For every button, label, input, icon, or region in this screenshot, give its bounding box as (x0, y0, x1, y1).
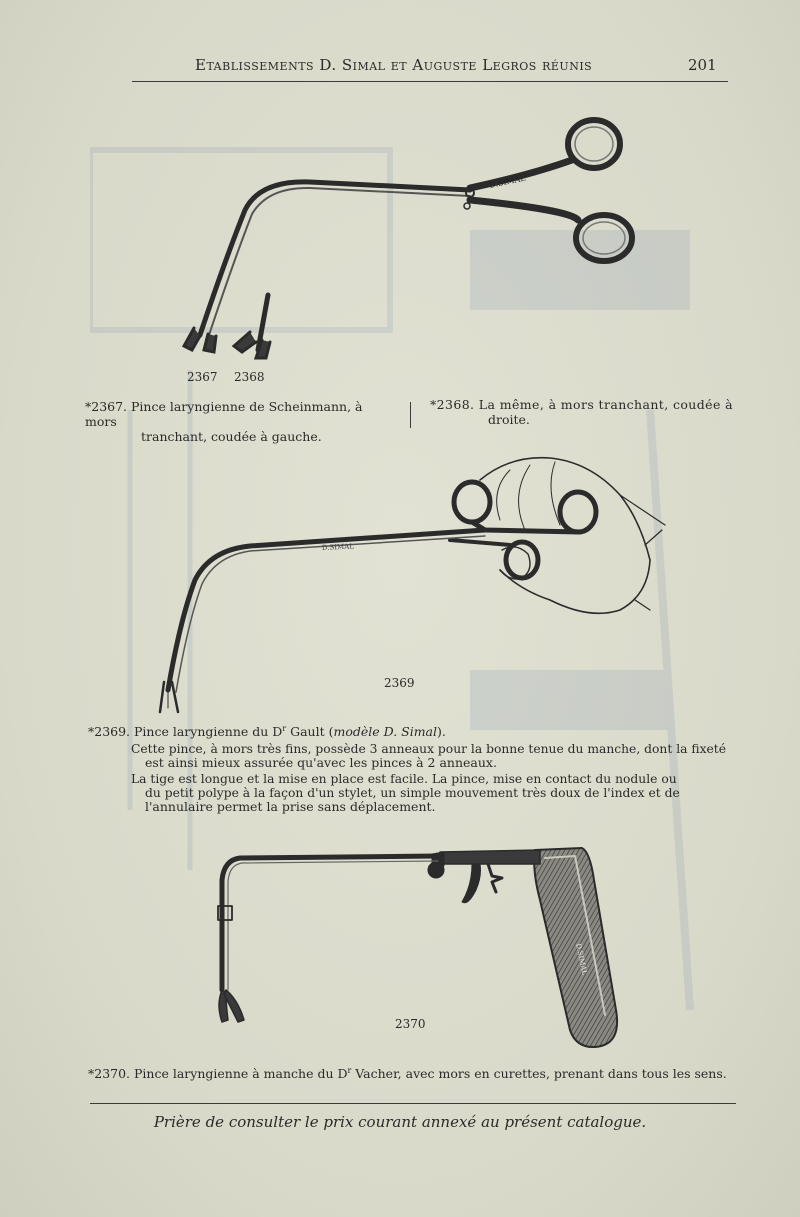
caption-2368-line2: droite. (488, 412, 530, 427)
caption-2367 (85, 399, 395, 444)
forceps-2367-2368-illustration (170, 110, 650, 370)
forceps-2369-in-hand-illustration (150, 450, 680, 720)
maker-stamp: D.SIMAL (321, 542, 355, 552)
caption-2369-title-c: ). (437, 724, 446, 740)
caption-2367-line1: *2367. Pince laryngienne de Scheinmann, à mors (85, 399, 363, 429)
caption-2370-sup: r (347, 1066, 352, 1075)
figure-label-2367: 2367 (187, 370, 218, 384)
caption-2369-p1-line1: Cette pince, à mors très fins, possède 3 anneaux pour la bonne tenue du manche, dont la fixeté (131, 742, 726, 756)
footer-note: Prière de consulter le prix courant annexé au présent catalogue. (153, 1113, 647, 1131)
caption-2369-title-a: *2369. Pince laryngienne du D (88, 724, 283, 740)
caption-divider (410, 402, 411, 428)
caption-2369-model: modèle D. Simal (333, 724, 438, 740)
caption-2369-p1-line2: est ainsi mieux assurée qu'avec les pinces à 2 anneaux. (145, 755, 497, 770)
caption-2369-p2-line2: du petit polype à la façon d'un stylet, un simple mouvement très doux de l'index et de (145, 786, 680, 800)
caption-2369-title-sup: r (282, 724, 287, 733)
caption-2369-paragraph-1 (131, 742, 741, 770)
caption-2370 (88, 1063, 727, 1081)
caption-2369-p2-line1: La tige est longue et la mise en place est facile. La pince, mise en contact du nodule ou (131, 772, 677, 786)
caption-2369-paragraph-2 (131, 772, 741, 814)
caption-2369-title (88, 721, 446, 739)
running-header: Etablissements D. Simal et Auguste Legros réunis (195, 56, 593, 74)
figure-label-2368: 2368 (234, 370, 265, 384)
caption-2369-title-b: Gault ( (286, 724, 334, 740)
maker-stamp: D.SIMAL (488, 173, 527, 190)
caption-2367-line2: tranchant, coudée à gauche. (141, 429, 322, 444)
header-rule (132, 81, 728, 82)
caption-2369-p2-line3: l'annulaire permet la prise sans déplacement. (145, 799, 436, 814)
caption-2368-line1: *2368. La même, à mors tranchant, coudée à (430, 397, 733, 412)
maker-stamp: D.SIMAL (574, 942, 589, 976)
caption-2370-a: *2370. Pince laryngienne à manche du D (88, 1066, 348, 1082)
figure-label-2370: 2370 (395, 1017, 426, 1031)
caption-2368 (430, 397, 740, 427)
caption-2370-b: Vacher, avec mors en curettes, prenant dans tous les sens. (351, 1066, 727, 1082)
footer-rule (90, 1103, 736, 1104)
figure-label-2369: 2369 (384, 676, 415, 690)
page-number: 201 (688, 56, 717, 74)
